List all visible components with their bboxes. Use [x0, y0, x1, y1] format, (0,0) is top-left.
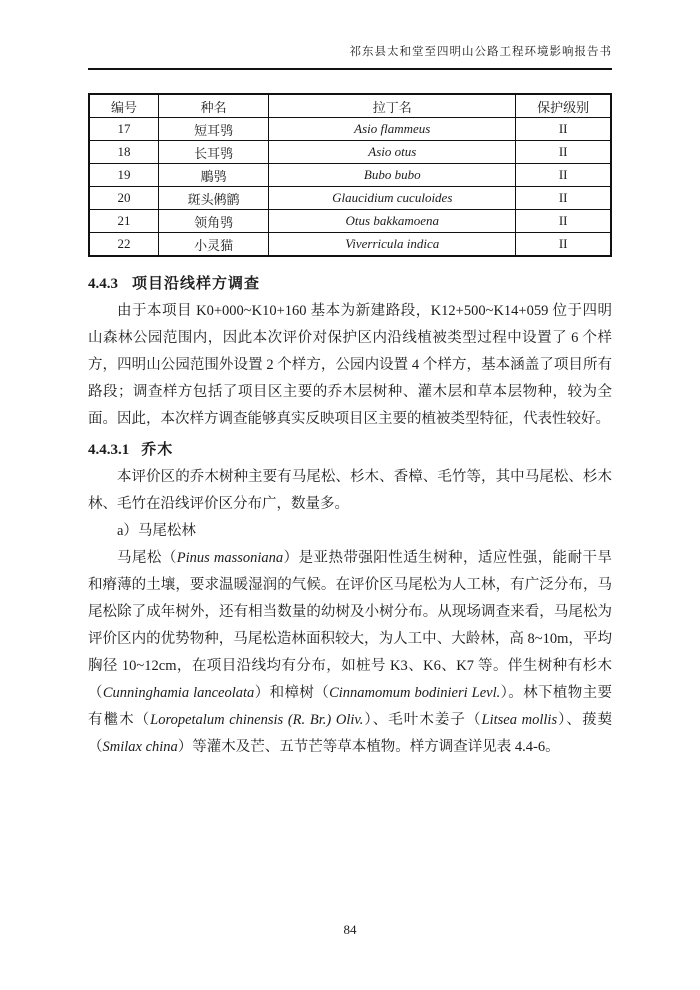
paragraph-arbor-overview: 本评价区的乔木树种主要有马尾松、杉木、香樟、毛竹等，其中马尾松、杉木林、毛竹在沿线评价区分布广，数量多。 [88, 469, 612, 512]
section-number: 4.4.3 [88, 276, 118, 292]
cell-number: 19 [89, 164, 159, 187]
species-table-body [89, 118, 611, 257]
protected-species-table [88, 93, 612, 257]
table-row [89, 210, 611, 233]
subsection-title: 乔木 [141, 441, 174, 458]
section-heading-4-4-3 [88, 270, 612, 298]
cell-protection-level: II [516, 210, 611, 233]
cell-protection-level: II [516, 141, 611, 164]
cell-species-name: 领角鸮 [159, 210, 269, 233]
cell-protection-level: II [516, 187, 611, 210]
running-header-title: 祁东县太和堂至四明山公路工程环境影响报告书 [349, 46, 612, 58]
column-header-latin: 拉丁名 [269, 94, 516, 118]
cell-number: 22 [89, 233, 159, 257]
column-header-protection-level: 保护级别 [516, 94, 611, 118]
cell-species-name: 鵰鸮 [159, 164, 269, 187]
column-header-species: 种名 [159, 94, 269, 118]
section-title: 项目沿线样方调查 [132, 275, 261, 292]
cell-species-name: 长耳鸮 [159, 141, 269, 164]
cell-species-name: 短耳鸮 [159, 118, 269, 141]
cell-latin-name: Asio otus [269, 141, 516, 164]
paragraph-masson-pine-detail: 马尾松（Pinus massoniana）是亚热带强阳性适生树种，适应性强，能耐干旱和瘠薄的土壤，要求温暖湿润的气候。在评价区马尾松为人工林，有广泛分布，马尾松除了成年树外，还有相当数量的幼树及小树分布。从现场调查来看，马尾松为评价区内的优势物种，马尾松造林面积较大，为人工中、大龄林，高 8~10m，平均胸径 10~12cm，在项目沿线均有分布，如桩号 K3、K6、K7 等。伴生树种有杉木（Cunninghamia lanceolata）和樟树（Cinnamomum bodinieri Levl.）。林下植物主要有檵木（Loropetalum chinensis (R. Br.) Oliv.）、毛叶木姜子（Litsea mollis）、菝葜（Smilax china）等灌木及芒、五节芒等草本植物。样方调查详见表 4.4-6。 [88, 550, 613, 755]
cell-latin-name: Asio flammeus [269, 118, 516, 141]
table-row [89, 187, 611, 210]
cell-protection-level: II [516, 164, 611, 187]
page-number: 84 [343, 922, 357, 937]
cell-latin-name: Viverricula indica [269, 233, 516, 257]
subsection-number: 4.4.3.1 [88, 442, 130, 458]
cell-protection-level: II [516, 233, 611, 257]
table-row [89, 141, 611, 164]
section-heading-4-4-3-1 [88, 436, 612, 464]
table-row [89, 118, 611, 141]
cell-latin-name: Otus bakkamoena [269, 210, 516, 233]
table-header-row [89, 94, 611, 118]
column-header-number: 编号 [89, 94, 159, 118]
cell-number: 20 [89, 187, 159, 210]
table-row [89, 233, 611, 257]
cell-protection-level: II [516, 118, 611, 141]
cell-species-name: 小灵猫 [159, 233, 269, 257]
cell-latin-name: Glaucidium cuculoides [269, 187, 516, 210]
cell-latin-name: Bubo bubo [269, 164, 516, 187]
cell-number: 18 [89, 141, 159, 164]
header-rule [88, 68, 612, 70]
cell-number: 17 [89, 118, 159, 141]
cell-number: 21 [89, 210, 159, 233]
list-item-masson-pine: a）马尾松林 [117, 523, 196, 539]
table-row [89, 164, 611, 187]
paragraph-sample-survey: 由于本项目 K0+000~K10+160 基本为新建路段，K12+500~K14+059 位于四明山森林公园范围内，因此本次评价对保护区内沿线植被类型过程中设置了 6 个样方，四明山公园范围外设置 2 个样方，公园内设置 4 个样方，基本涵盖了项目所有路段；调查样方包括了项目区主要的乔木层树种、灌木层和草本层物种，较为全面。因此，本次样方调查能够真实反映项目区主要的植被类型特征，代表性较好。 [88, 303, 612, 427]
cell-species-name: 斑头鸺鹠 [159, 187, 269, 210]
body-content [88, 270, 612, 761]
